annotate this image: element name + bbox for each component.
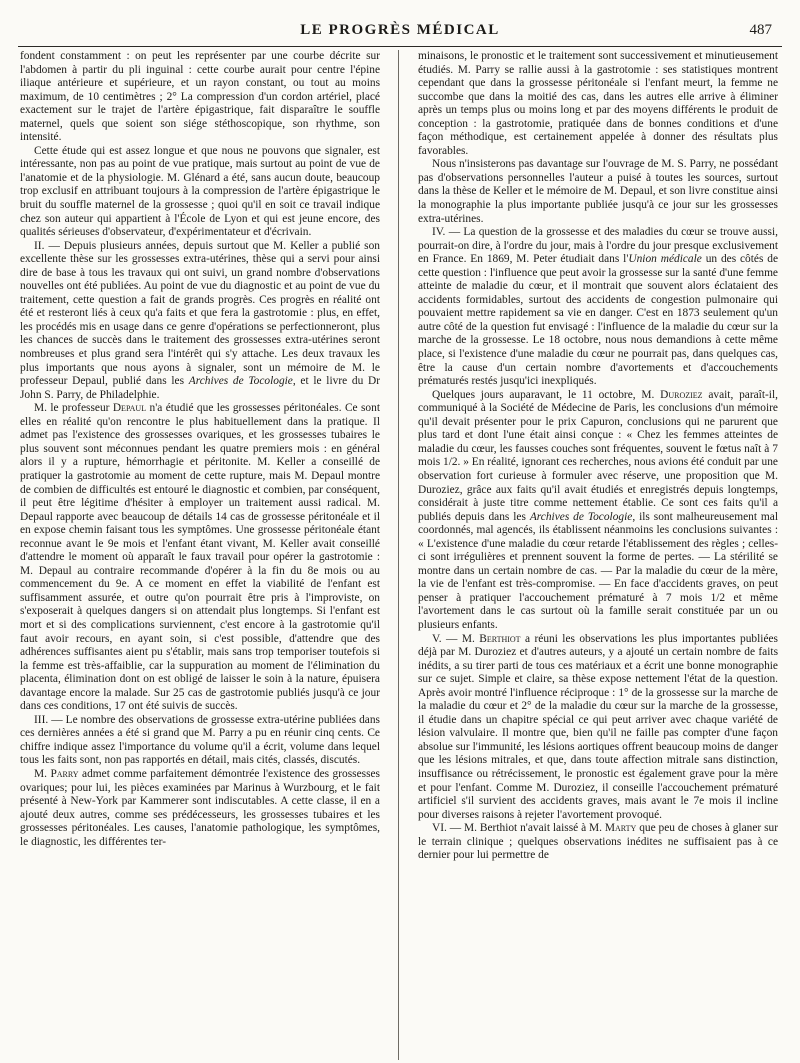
paragraph: fondent constamment : on peut les représenter par une courbe décrite sur l'abdomen à partir du pli inguinal : cette courbe aurait pour centre l'épine iliaque antérieure et supérieure, et un rayon constant, ou tout au moins maximum, de 10 centimètres ; 2° La compression d'un cordon artériel, placé exactement sur le trajet de l'artère épigastrique, fait disparaître le souffle maternel, quels que soient son siége stéthoscopique, son rhythme, son intensité. xyxy=(20,50,380,144)
journal-name: Archives de Tocologie xyxy=(529,510,633,523)
text: un des côtés de cette question : l'influence que peut avoir la grossesse sur la santé d'une femme atteinte de maladie du cœur, et il montrait que souvent alors éclataient des accidents formidables, surtout des accidents de congestion pulmonaire qui pouvaient mettre rapidement sa vie en danger. C'est en 1873 seulement qu'un autre côté de la question fut envisagé : l'influence de la maladie du cœur sur la marche de la grossesse. Le 18 octobre, nous nous demandions à cette même place, si l'existence d'une maladie du cœur ne pourrait pas, dans quelques cas, être la cause d'un certain nombre d'avortements et d'accouchements prématurés restés jusqu'ici inexpliqués. xyxy=(418,253,778,388)
page-header xyxy=(18,22,782,46)
page-number: 487 xyxy=(749,22,772,38)
author-name: Parry xyxy=(50,767,79,780)
text: avait, paraît-il, communiqué à la Société de Médecine de Paris, les conclusions d'un mémoire qu'il devait présenter pour le prix Capuron, conclusions qui ne parurent que plus tard et dont l'une était ainsi conçue : « Chez les femmes atteintes de maladie du cœur, les fausses couches sont fréquentes, souvent le fœtus naît à 7 mois 1/2. » En réalité, ignorant ces recherches, nous avions été conduit par une observation fort curieuse à formuler avec réserve, une proposition que M. Duroziez, grâce aux faits qu'il avait étudiés et enregistrés depuis longtemps, considérait à juste titre comme nettement établie. Ce sont ces faits qu'il a publiés depuis dans les xyxy=(418,388,778,523)
text: M. xyxy=(34,767,51,780)
text: M. le professeur xyxy=(34,402,113,415)
text: IV. — La question de la grossesse et des maladies du cœur se trouve aussi, pourrait-on dire, à l'ordre du jour, mais à l'ordre du jour presque exclusivement en France. En 1869, M. Peter étudiait dans l' xyxy=(418,226,778,266)
text: que peu de choses à glaner sur le terrain clinique ; quelques observations inédites ne suffisaient pas à ce dernier pour lui permettre de xyxy=(418,822,778,862)
paragraph: Nous n'insisterons pas davantage sur l'ouvrage de M. S. Parry, ne possédant pas d'observations personnelles l'auteur a puisé à toutes les sources, surtout dans la thèse de Keller et le mémoire de M. Depaul, et son livre constitue ainsi la monographie la plus importante publiée jusqu'à ce jour sur les grossesses extra-utérines. xyxy=(418,158,778,225)
paragraph xyxy=(20,768,380,849)
paragraph: minaisons, le pronostic et le traitement sont successivement et minutieusement étudiés. M. Parry se rallie aussi à la gastrotomie : ses statistiques montrent cependant que dans la grossesse péritonéale si l'enfant meurt, la femme ne succombe que dans la moitié des cas, dans les autres elle arrive à éliminer après un temps plus ou moins long et par des moyens différents le produit de conception : la gastrotomie, pratiquée dans de bonnes conditions et d'une façon méthodique, est certainement appelée à donner des résultats plus favorables. xyxy=(418,50,778,157)
paragraph-section-6 xyxy=(418,822,778,863)
paragraph xyxy=(20,402,380,714)
journal-name: Union médicale xyxy=(628,253,702,266)
column-divider xyxy=(398,50,399,1060)
text: a réuni les observations les plus importantes publiées déjà par M. Duroziez et d'autres auteurs, y a ajouté un certain nombre de faits inédits, a su tirer parti de tous ces matériaux et a écrit une bonne monographie sur ce sujet. Simple et claire, sa thèse expose nettement l'état de la question. Après avoir montré l'influence réciproque : 1° de la grossesse sur la marche de la maladie du cœur et 2° de la maladie du cœur sur la marche de la grossesse, il étudie dans un chapitre spécial ce qui peut arriver avec chaque variété de lésion valvulaire. Il montre que, bien qu'il ne faille pas compter d'une façon absolue sur l'immunité, les lésions aortiques offrent beaucoup moins de danger que les lésions mitrales, et que, dans toute affection mitrale sans distinction, insuffisance ou rétrécissement, le pronostic est également grave pour la mère et pour l'enfant. Comme M. Duroziez, il conseille l'accouchement prématuré artificiel s'il survient des accidents graves, mais avant le 7e mois il incline pour diverses raisons à rejeter l'avortement provoqué. xyxy=(418,632,778,821)
paragraph xyxy=(418,389,778,633)
header-rule xyxy=(18,46,782,47)
text: admet comme parfaitement démontrée l'existence des grossesses ovariques; pour lui, les pièces examinées par Marinus à Wurzbourg, et le fait présenté à New-York par Kammerer sont indiscutables. A cette classe, il en a ajouté deux autres, comme ses prédécesseurs, les grossesses tubaires et les grossesses péritonéales. Les causes, l'anatomie pathologique, les symptômes, le diagnostic, les différentes ter- xyxy=(20,767,380,848)
author-name: Berthiot xyxy=(479,632,521,645)
author-name: Depaul xyxy=(112,402,147,415)
journal-name: Archives de Tocologie xyxy=(188,375,293,388)
paragraph-section-5 xyxy=(418,633,778,823)
paragraph: Cette étude qui est assez longue et que nous ne pouvons que signaler, est intéressante, non pas au point de vue pratique, mais surtout au point de vue de l'anatomie et de la physiologie. M. Glénard a été, sans aucun doute, beaucoup trop exclusif en attribuant toujours à la compression de l'artère épigastrique le bruit du souffle maternel de la grossesse ; quoi qu'il en soit ce travail indique chez son auteur qui appartient à l'École de Lyon et qui est jeune encore, des qualités sérieuses d'observateur, d'expérimentateur et d'écrivain. xyxy=(20,144,380,239)
author-name: Marty xyxy=(604,822,637,835)
paragraph-section-3: III. — Le nombre des observations de grossesse extra-utérine publiées dans ces dernières années a été si grand que M. Parry a pu en réunir cinq cents. Ce chiffre indique assez l'importance du volume qu'il a écrit, volume dans lequel tous les faits sont, non pas rapportés en détail, mais cités, classés, discutés. xyxy=(20,713,380,767)
author-name: Duroziez xyxy=(660,388,703,401)
journal-title: LE PROGRÈS MÉDICAL xyxy=(300,22,500,38)
left-column xyxy=(20,50,380,1060)
right-column xyxy=(418,50,778,1060)
text: II. — Depuis plusieurs années, depuis surtout que M. Keller a publié son excellente thèse sur les grossesses extra-utérines, thèse qui a servi pour ainsi dire de base à tous les travaux qui ont suivi, un grand nombre d'observations nouvelles ont été publiées. Au point de vue du diagnostic et au point de vue du traitement, cette question a fait de grands progrès. Ces progrès en réalité ont été et resteront liés à ceux qu'a faits et que fera la gastrotomie : plus, en effet, les procédés mis en usage dans ce genre d'opérations se perfectionneront, plus les chances de succès dans le traitement des grossesses extra-utérines seront nombreuses et plus grand sera l'intérêt qui s'y attache. Les deux travaux les plus importants que nous ayons à signaler, sont un mémoire de M. le professeur Depaul, publié dans les xyxy=(20,239,380,388)
text: , ils sont malheureusement mal coordonnés, mal agencés, ils établissent néanmoins les conclusions suivantes : « L'existence d'une maladie du cœur retarde l'établissement des règles ; celles-ci sont irrégulières et prennent souvent la forme de pertes. — La stérilité se montre dans un certain nombre de cas. — Par la maladie du cœur de la mère, la vie de l'enfant est très-compromise. — En face d'accidents graves, on peut penser à pratiquer l'accouchement prématuré à 7 mois 1/2 et même l'avortement dans le cas surtout où la famille serait constituée par un ou plusieurs enfants. xyxy=(418,510,778,631)
text: VI. — M. Berthiot n'avait laissé à M. xyxy=(432,822,605,835)
text: n'a étudié que les grossesses péritonéales. Ce sont elles en réalité qu'on rencontre le plus habituellement dans la pratique. Il admet pas l'existence des grossesses ovariques, et les grossesses tubaires le plus souvent sont méconnues pendant les quatre premiers mois : en général alors il y a rupture, hémorrhagie et péritonite. M. Keller a conseillé de pratiquer la gastrotomie au moment de cette rupture, mais M. Depaul montre de combien de difficultés est entouré le diagnostic et combien, par conséquent, il peut être légitime d'hésiter à employer un traitement aussi radical. M. Depaul rapporte avec beaucoup de détails 14 cas de grossesse péritonéale et il en expose chemin faisant tous les symptômes. Une grossesse péritonéale étant reconnue avant le 9e mois et l'enfant étant vivant, M. Keller avait conseillé d'attendre le moment où apparaît le faux travail pour opérer la gastrotomie : M. Depaul au contraire recommande d'opérer à la fin du 8e mois ou au commencement du 9e. A ce moment en effet la viabilité de l'enfant est suffisamment assurée, et outre qu'on pourrait être pris à l'improviste, on s'exposerait à quelques dangers si on attendait plus longtemps. Si l'enfant est mort et si des complications surviennent, c'est encore à la gastrotomie qu'il faut avoir recours, en ayant soin, si c'est possible, d'attendre que des adhérences suffisantes aient pu s'établir, mais sans trop temporiser toutefois si la femme est très-affaiblie, car la suppuration au moment de l'élimination du placenta, élimination dont on est obligé de laisser le soin à la nature, épuisera davantage encore la malade. Sur 25 cas de gastrotomie publiés jusqu'à ce jour dans ces conditions, 17 ont été suivis de succès. xyxy=(20,402,380,713)
paragraph-section-4 xyxy=(418,226,778,389)
paragraph-section-2 xyxy=(20,240,380,403)
text: V. — M. xyxy=(432,632,480,645)
text: , et le livre du Dr John S. Parry, de Philadelphie. xyxy=(20,375,380,401)
text: Quelques jours auparavant, le 11 octobre, M. xyxy=(432,388,661,401)
